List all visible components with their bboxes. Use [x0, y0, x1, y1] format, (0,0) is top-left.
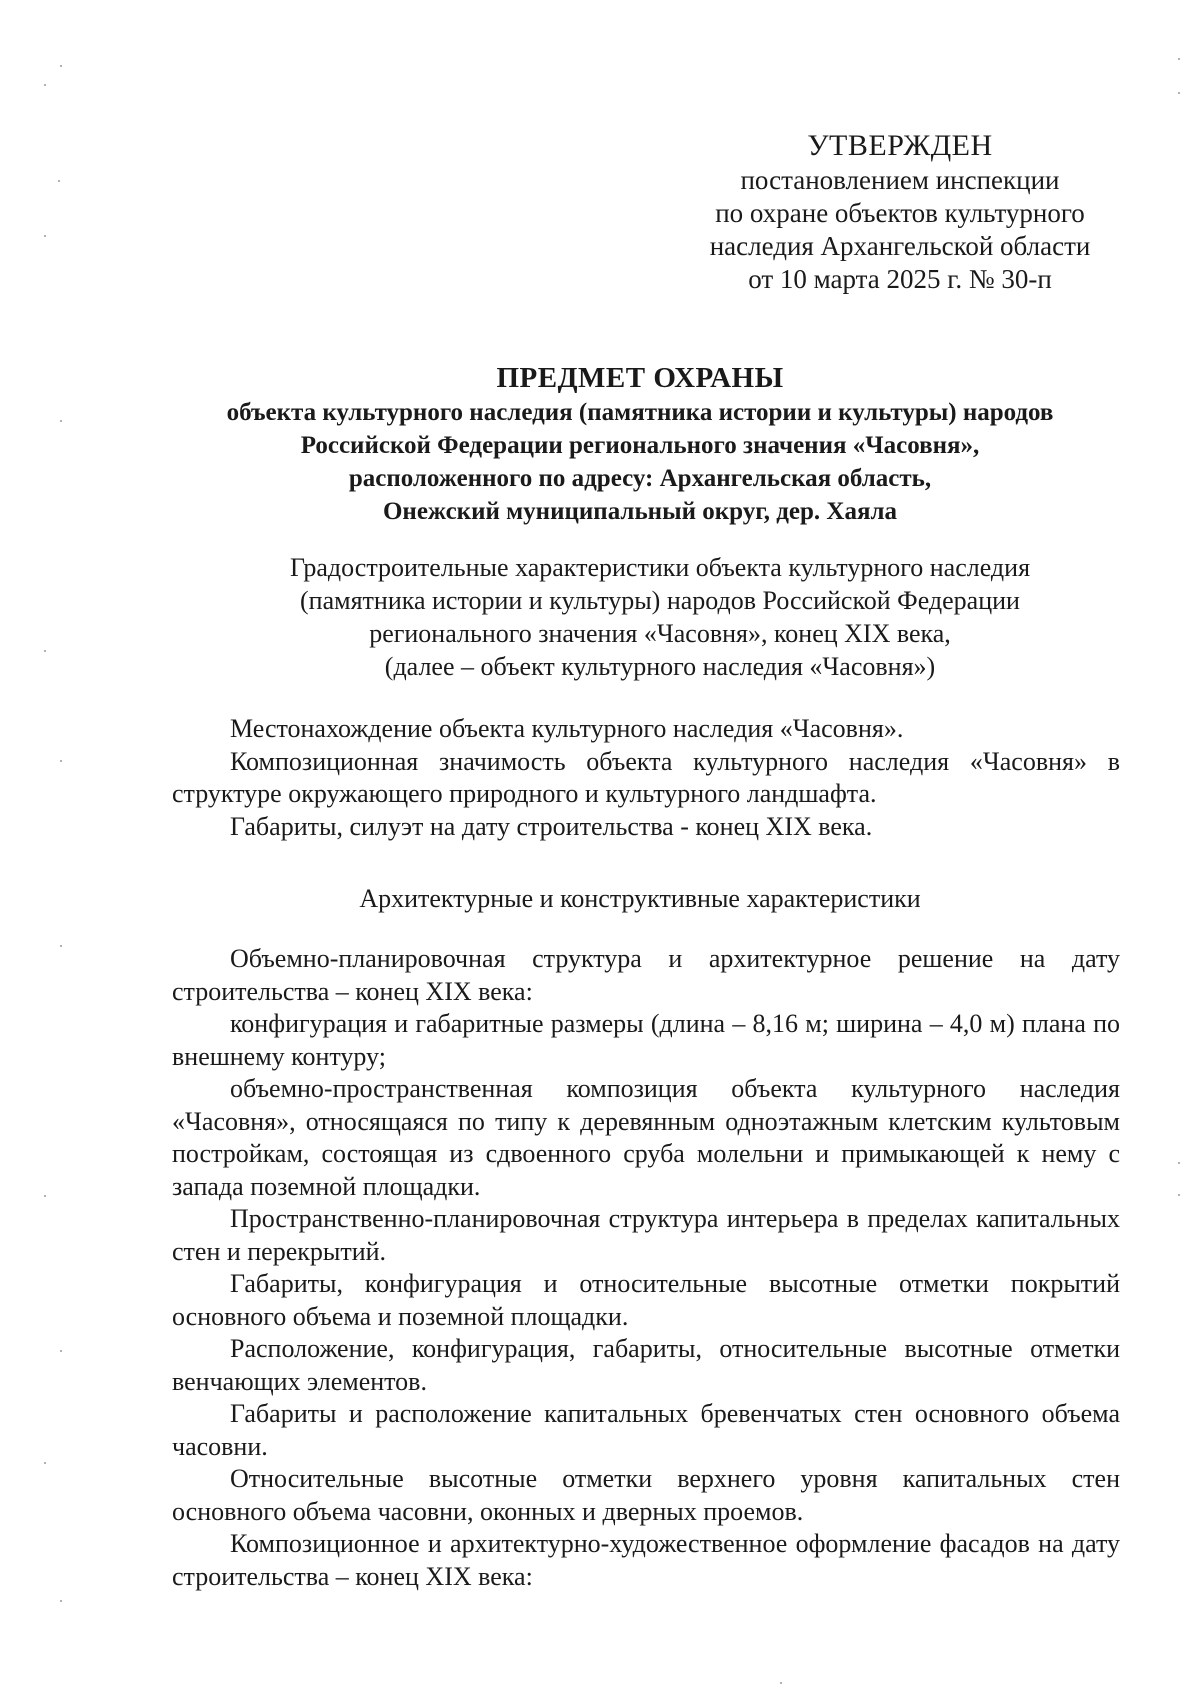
- scan-speck: [1178, 1194, 1180, 1196]
- scan-speck: [1178, 1162, 1180, 1164]
- approval-stamp-block: [680, 128, 1120, 296]
- document-subtitle-line: расположенного по адресу: Архангельская область,: [348, 465, 932, 492]
- paragraph: Композиционная значимость объекта культурного наследия «Часовня» в структуре окружающего природного и культурного ландшафта.: [172, 746, 1120, 808]
- approval-line: по охране объектов культурного: [715, 198, 1085, 228]
- scan-speck: [60, 760, 62, 762]
- urban-section-title: [200, 551, 1120, 683]
- scan-speck: [780, 1682, 782, 1684]
- approval-line: наследия Архангельской области: [709, 231, 1091, 261]
- scan-speck: [1178, 58, 1180, 60]
- scan-speck: [60, 420, 62, 422]
- approval-title: УТВЕРЖДЕН: [807, 129, 993, 162]
- paragraph: Местонахождение объекта культурного наследия «Часовня».: [230, 714, 904, 743]
- document-subtitle-line: Российской Федерации регионального значения «Часовня»,: [300, 432, 980, 459]
- document-subtitle-line: объекта культурного наследия (памятника истории и культуры) народов: [226, 399, 1054, 426]
- scan-speck: [60, 65, 62, 67]
- section-title-line: Градостроительные характеристики объекта культурного наследия: [289, 553, 1031, 582]
- paragraph: Габариты и расположение капитальных бревенчатых стен основного объема часовни.: [172, 1399, 1120, 1461]
- scan-speck: [60, 1350, 62, 1352]
- arch-section-title: Архитектурные и конструктивные характеристики: [359, 884, 921, 913]
- urban-section-body: [172, 713, 1120, 843]
- paragraph: Габариты, конфигурация и относительные высотные отметки покрытий основного объема и поземной площадки.: [172, 1269, 1120, 1331]
- paragraph: Расположение, конфигурация, габариты, относительные высотные отметки венчающих элементов.: [172, 1334, 1120, 1396]
- paragraph: Композиционное и архитектурно-художественное оформление фасадов на дату строительства – конец XIX века:: [172, 1529, 1120, 1591]
- paragraph: конфигурация и габаритные размеры (длина – 8,16 м; ширина – 4,0 м) плана по внешнему контуру;: [172, 1009, 1120, 1071]
- scan-speck: [44, 1462, 46, 1464]
- section-title-line: регионального значения «Часовня», конец XIX века,: [369, 619, 951, 648]
- document-subtitle-line: Онежский муниципальный округ, дер. Хаяла: [382, 498, 898, 525]
- approval-line: постановлением инспекции: [740, 165, 1060, 195]
- paragraph: Пространственно-планировочная структура интерьера в пределах капитальных стен и перекрытий.: [172, 1204, 1120, 1266]
- approval-date-line: от 10 марта 2025 г. № 30-п: [748, 264, 1052, 294]
- scan-speck: [44, 1195, 46, 1197]
- section-title-line: (памятника истории и культуры) народов Российской Федерации: [300, 586, 1020, 615]
- scan-speck: [58, 180, 60, 182]
- paragraph: объемно-пространственная композиция объекта культурного наследия «Часовня», относящаяся по типу к деревянным одноэтажным клетским культовым постройкам, состоящая из сдвоенного сруба молельни и примыкающей к нему с запада поземной площадки.: [172, 1074, 1120, 1201]
- scan-speck: [44, 84, 46, 86]
- paragraph: Габариты, силуэт на дату строительства - конец XIX века.: [230, 811, 873, 841]
- document-heading: [160, 360, 1120, 528]
- scan-speck: [60, 1600, 62, 1602]
- document-title: ПРЕДМЕТ ОХРАНЫ: [496, 362, 784, 394]
- arch-section-body: [172, 943, 1120, 1593]
- scan-speck: [44, 650, 46, 652]
- section-title-line: (далее – объект культурного наследия «Часовня»): [384, 652, 936, 681]
- scan-speck: [44, 235, 46, 237]
- paragraph: Относительные высотные отметки верхнего уровня капитальных стен основного объема часовни, оконных и дверных проемов.: [172, 1464, 1120, 1526]
- paragraph: Объемно-планировочная структура и архитектурное решение на дату строительства – конец XIX века:: [172, 944, 1120, 1006]
- scan-speck: [1178, 92, 1180, 94]
- scan-speck: [60, 945, 62, 947]
